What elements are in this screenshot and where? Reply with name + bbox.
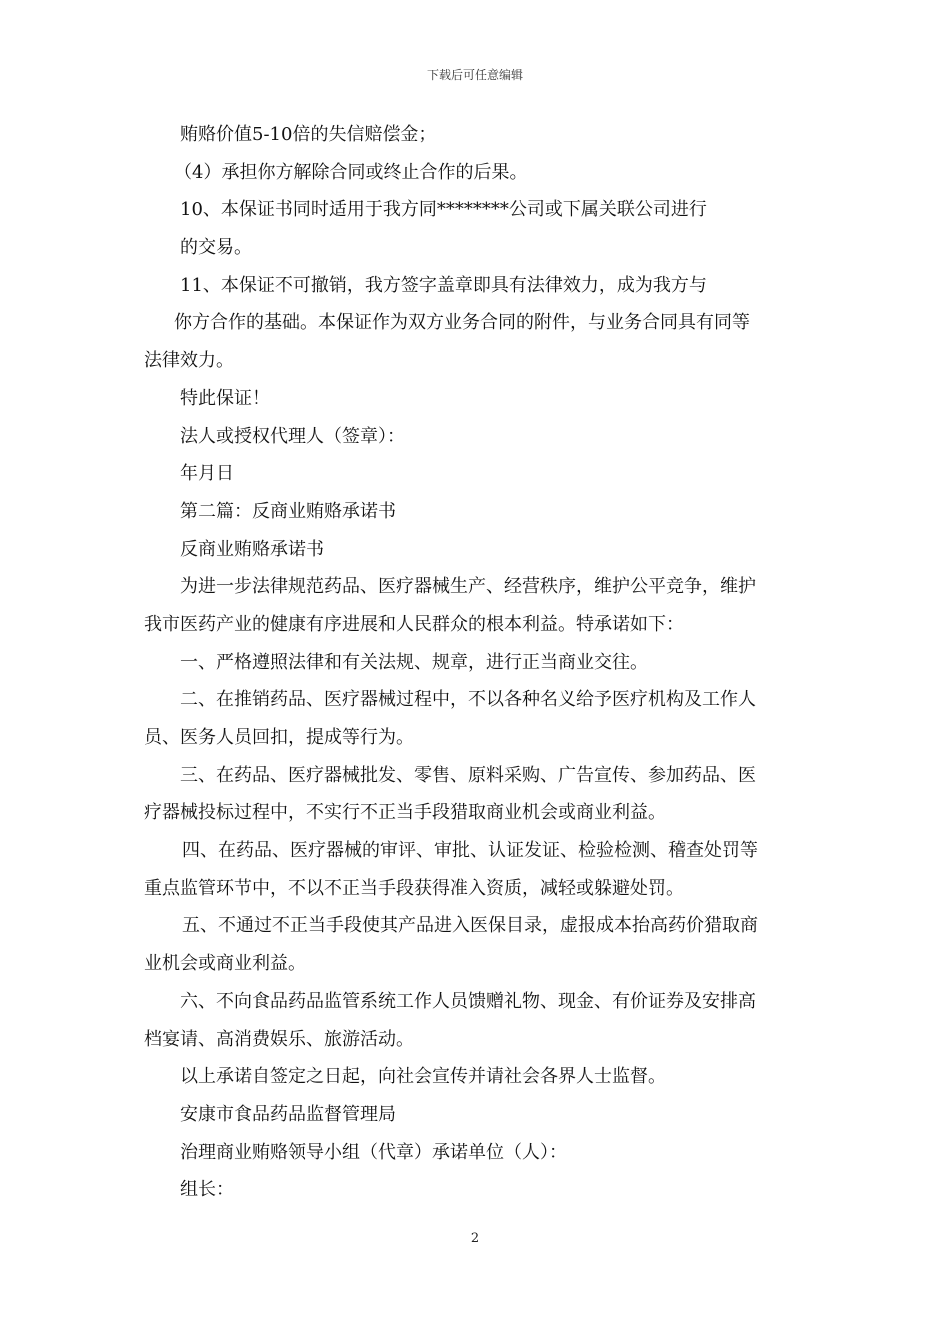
body-line: 治理商业贿赂领导小组（代章）承诺单位（人）：: [180, 1141, 567, 1163]
body-line: 特此保证！: [180, 387, 270, 409]
body-line: 年月日: [180, 463, 234, 485]
body-line: （4）承担你方解除合同或终止合作的后果。: [174, 161, 528, 183]
body-line: 一、严格遵照法律和有关法规、规章，进行正当商业交往。: [180, 651, 648, 673]
body-line: 10、本保证书同时适用于我方同********公司或下属关联公司进行: [180, 199, 707, 221]
body-line: 你方合作的基础。本保证作为双方业务合同的附件，与业务合同具有同等: [174, 312, 750, 334]
body-line: 以上承诺自签定之日起，向社会宣传并请社会各界人士监督。: [180, 1066, 666, 1088]
section-title: 第二篇：反商业贿赂承诺书: [180, 500, 396, 522]
body-line: 法律效力。: [144, 350, 234, 372]
body-line: 档宴请、高消费娱乐、旅游活动。: [144, 1028, 414, 1050]
body-line: 安康市食品药品监督管理局: [180, 1103, 396, 1125]
page-header: 下载后可任意编辑: [426, 68, 523, 82]
document-title: 反商业贿赂承诺书: [180, 538, 324, 560]
body-line: 我市医药产业的健康有序进展和人民群众的根本利益。特承诺如下：: [144, 613, 684, 635]
body-line: 疗器械投标过程中，不实行不正当手段猎取商业机会或商业利益。: [144, 802, 666, 824]
page-number: 2: [470, 1231, 480, 1246]
body-line: 11、本保证不可撤销，我方签字盖章即具有法律效力，成为我方与: [180, 274, 707, 296]
body-line: 法人或授权代理人（签章）：: [180, 425, 405, 447]
body-line: 重点监管环节中，不以不正当手段获得准入资质，减轻或躲避处罚。: [144, 877, 684, 899]
body-line: 为进一步法律规范药品、医疗器械生产、经营秩序，维护公平竞争，维护: [180, 576, 756, 598]
body-line: 二、在推销药品、医疗器械过程中，不以各种名义给予医疗机构及工作人: [180, 689, 756, 711]
body-line: 的交易。: [180, 237, 252, 259]
body-line: 贿赂价值5-10倍的失信赔偿金；: [180, 124, 437, 145]
document-body: [144, 116, 812, 1209]
body-line: 三、在药品、医疗器械批发、零售、原料采购、广告宣传、参加药品、医: [180, 764, 756, 786]
body-line: 组长：: [180, 1179, 234, 1201]
body-line: 业机会或商业利益。: [144, 953, 306, 975]
body-line: 员、医务人员回扣，提成等行为。: [144, 727, 414, 748]
body-line: 五、不通过不正当手段使其产品进入医保目录，虚报成本抬高药价猎取商: [182, 915, 758, 937]
body-line: 四、在药品、医疗器械的审评、审批、认证发证、检验检测、稽查处罚等: [182, 840, 758, 862]
body-line: 六、不向食品药品监管系统工作人员馈赠礼物、现金、有价证券及安排高: [180, 990, 756, 1012]
